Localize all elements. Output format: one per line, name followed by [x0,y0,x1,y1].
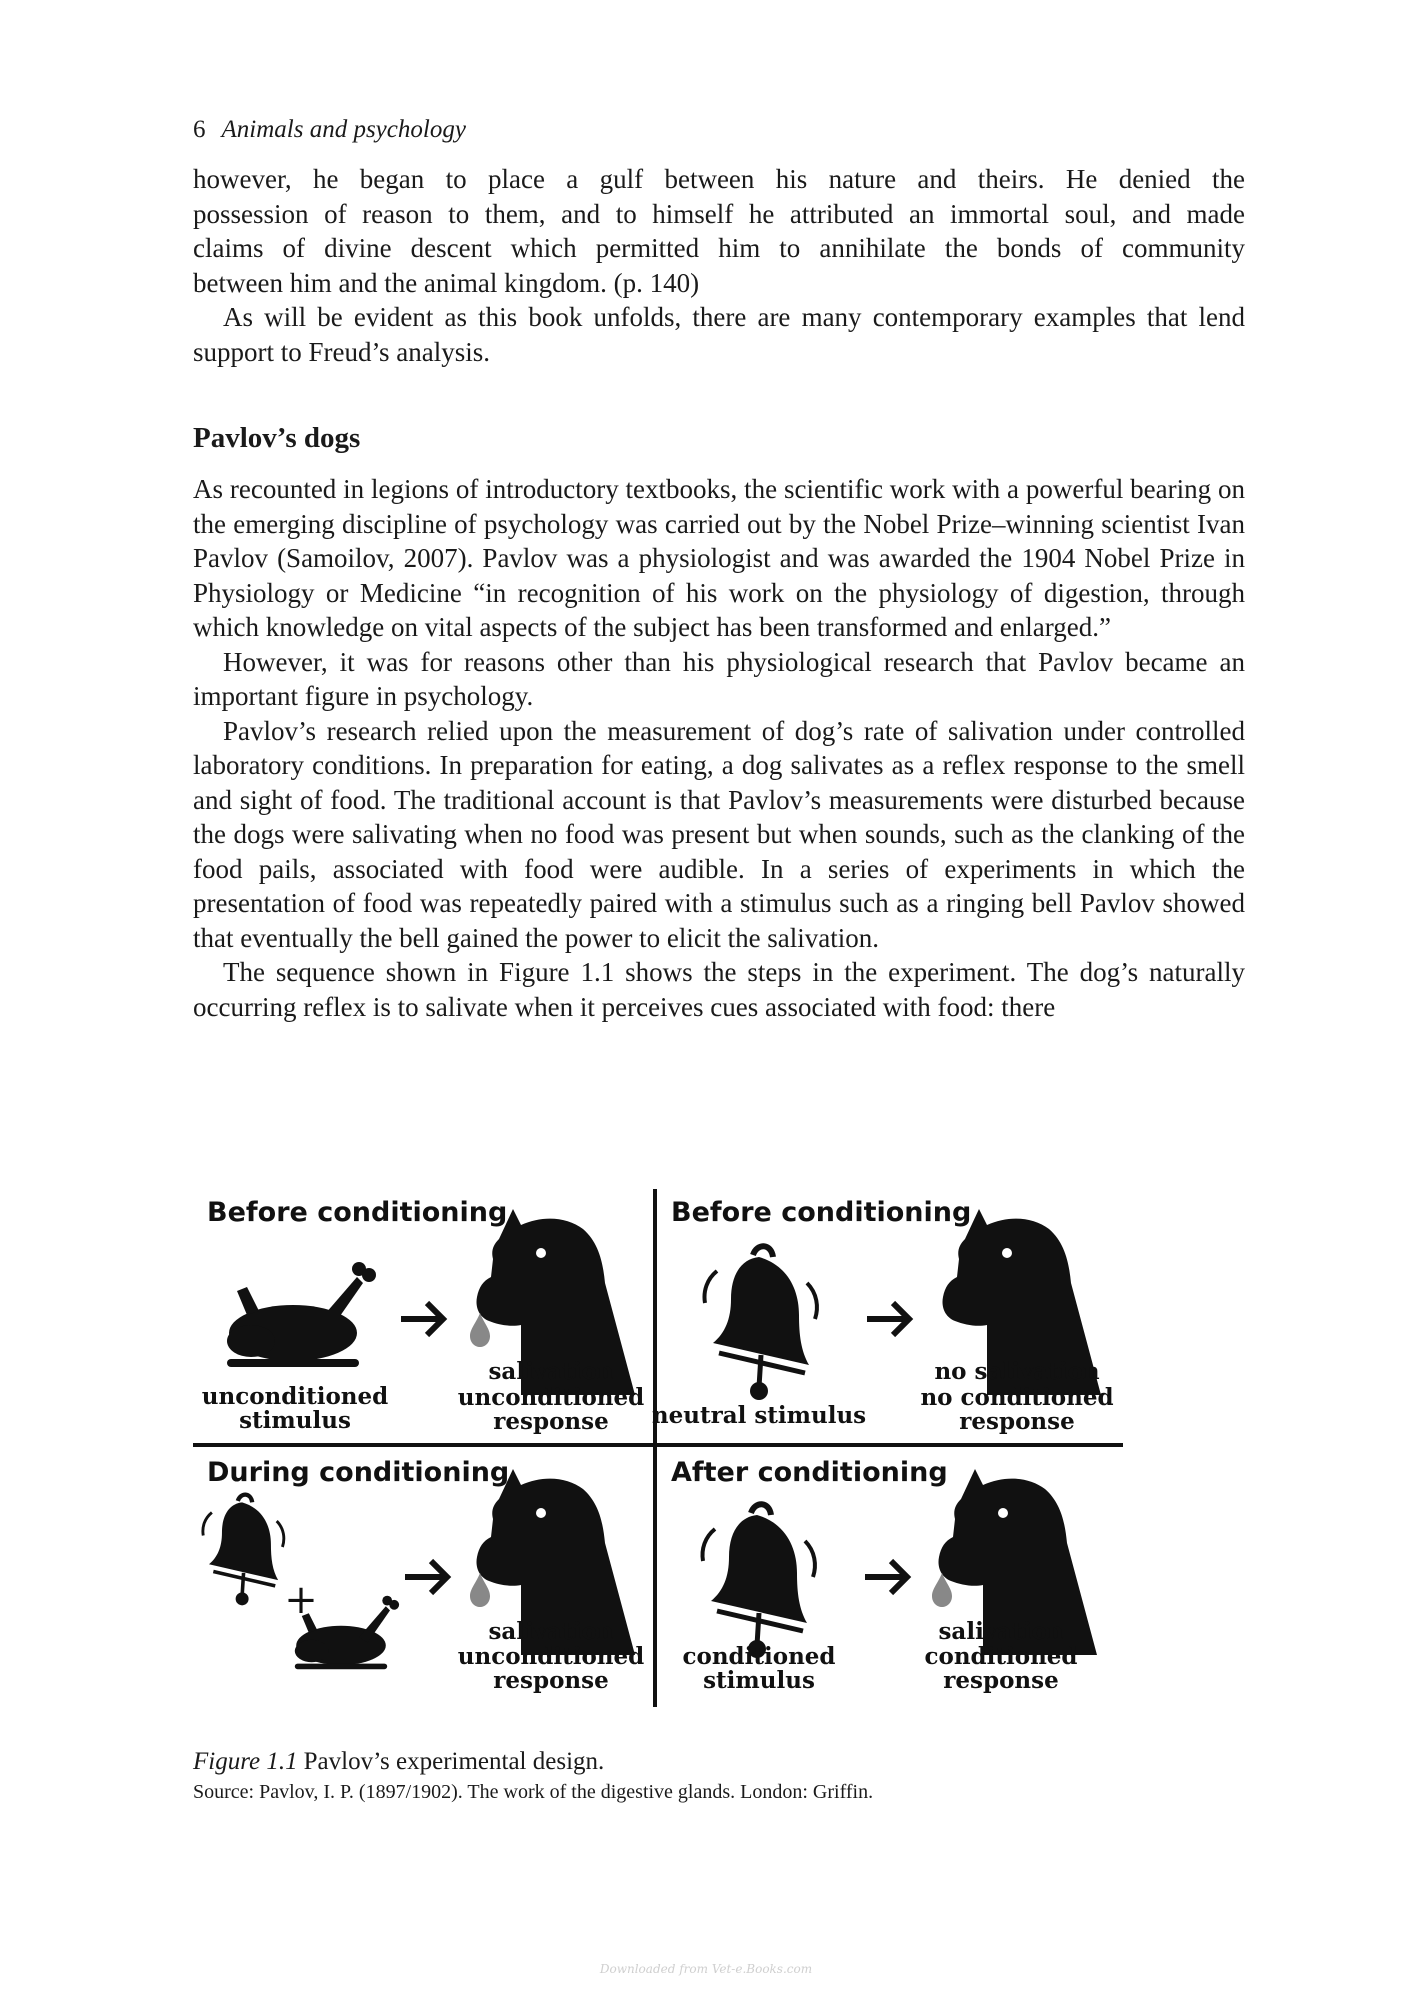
response-label: salivation [938,1618,1064,1645]
quote-line: possession of reason to them, and to himself he attributed an immortal soul, and made [193,198,1245,229]
arrow-right-icon [401,1303,443,1335]
figure-caption [193,1746,604,1778]
figure-pavlov-design [193,1185,1123,1710]
response-label: response [943,1667,1059,1694]
stimulus-label: neutral stimulus [651,1402,867,1429]
bell-icon [703,1504,815,1658]
quote-line: between him and the animal kingdom. (p. 140) [193,267,700,298]
panel-title: During conditioning [207,1457,510,1488]
response-label: no salivation [934,1358,1100,1385]
panel-during-conditioning [203,1457,644,1694]
bell-icon [203,1495,284,1606]
panel-title: Before conditioning [207,1197,508,1228]
panel-title: Before conditioning [671,1197,972,1228]
running-head [193,113,466,147]
paragraph: However, it was for reasons other than his physiological research that Pavlov became an important figure in psychology. [193,646,1245,711]
paragraph: As will be evident as this book unfolds, there are many contemporary examples that lend support to Freud’s analysis. [193,302,1245,367]
figure-svg [193,1185,1123,1710]
panel-before-conditioning-bell [652,1197,1114,1435]
intro-paragraph-block [193,300,1245,369]
panel-after-conditioning [671,1457,1097,1694]
paragraph: As recounted in legions of introductory textbooks, the scientific work with a powerful bearing on the emerging discipline of psychology was carried out by the Nobel Prize–winning scientist Ivan Pavlov (Samoilov, 2007). Pavlov was a physiologist and was awarded the 1904 Nobel Prize in Physiology or Medicine “in recognition of his work on the physiology of digestion, through which knowledge on vital aspects of the subject has been transformed and enlarged.” [193,474,1245,642]
running-head-title: Animals and psychology [221,116,466,143]
bell-icon [705,1246,817,1400]
arrow-right-icon [865,1561,907,1593]
stimulus-label: conditioned [682,1643,836,1670]
arrow-right-icon [405,1561,447,1593]
figure-label: Figure 1.1 [193,1748,298,1775]
paragraph: Pavlov’s research relied upon the measurement of dog’s rate of salivation under controlled laboratory conditions. In preparation for eating, a dog salivates as a reflex response to the smell and sight of food. The traditional account is that Pavlov’s measurements were disturbed because the dogs were salivating when no food was present but when sounds, such as the clanking of the food pails, associated with food were audible. In a series of experiments in which the presentation of food was repeatedly paired with a stimulus such as a ringing bell Pavlov showed that eventually the bell gained the power to elicit the salivation. [193,715,1245,953]
stimulus-label: stimulus [703,1667,815,1694]
quote-block [193,162,1245,300]
page-number: 6 [193,116,206,143]
chicken-icon [227,1262,376,1367]
plus-sign: + [284,1577,318,1623]
section-heading: Pavlov’s dogs [193,422,361,454]
figure-source: Source: Pavlov, I. P. (1897/1902). The work of the digestive glands. London: Griffin. [193,1781,874,1803]
panel-before-conditioning-food [202,1197,644,1435]
stimulus-label: stimulus [239,1407,351,1434]
body-text [193,472,1245,1024]
response-label: conditioned [924,1643,1078,1670]
response-label: response [959,1408,1075,1435]
response-label: salivation [488,1618,614,1645]
watermark: Downloaded from Vet-e.Books.com [599,1962,813,1976]
response-label: salivation [488,1358,614,1385]
stimulus-label: unconditioned [201,1383,389,1410]
quote-line: however, he began to place a gulf between his nature and theirs. He denied the [193,164,1245,194]
response-label: unconditioned [457,1643,645,1670]
arrow-right-icon [867,1303,909,1335]
paragraph: The sequence shown in Figure 1.1 shows the steps in the experiment. The dog’s naturally occurring reflex is to salivate when it perceives cues associated with food: there [193,957,1245,1022]
response-label: response [493,1667,609,1694]
quote-line: claims of divine descent which permitted him to annihilate the bonds of community [193,233,1245,263]
figure-caption-text: Pavlov’s experimental design. [303,1748,605,1775]
response-label: no conditioned [920,1384,1114,1411]
panel-title: After conditioning [671,1457,948,1488]
response-label: response [493,1408,609,1435]
response-label: unconditioned [457,1384,645,1411]
